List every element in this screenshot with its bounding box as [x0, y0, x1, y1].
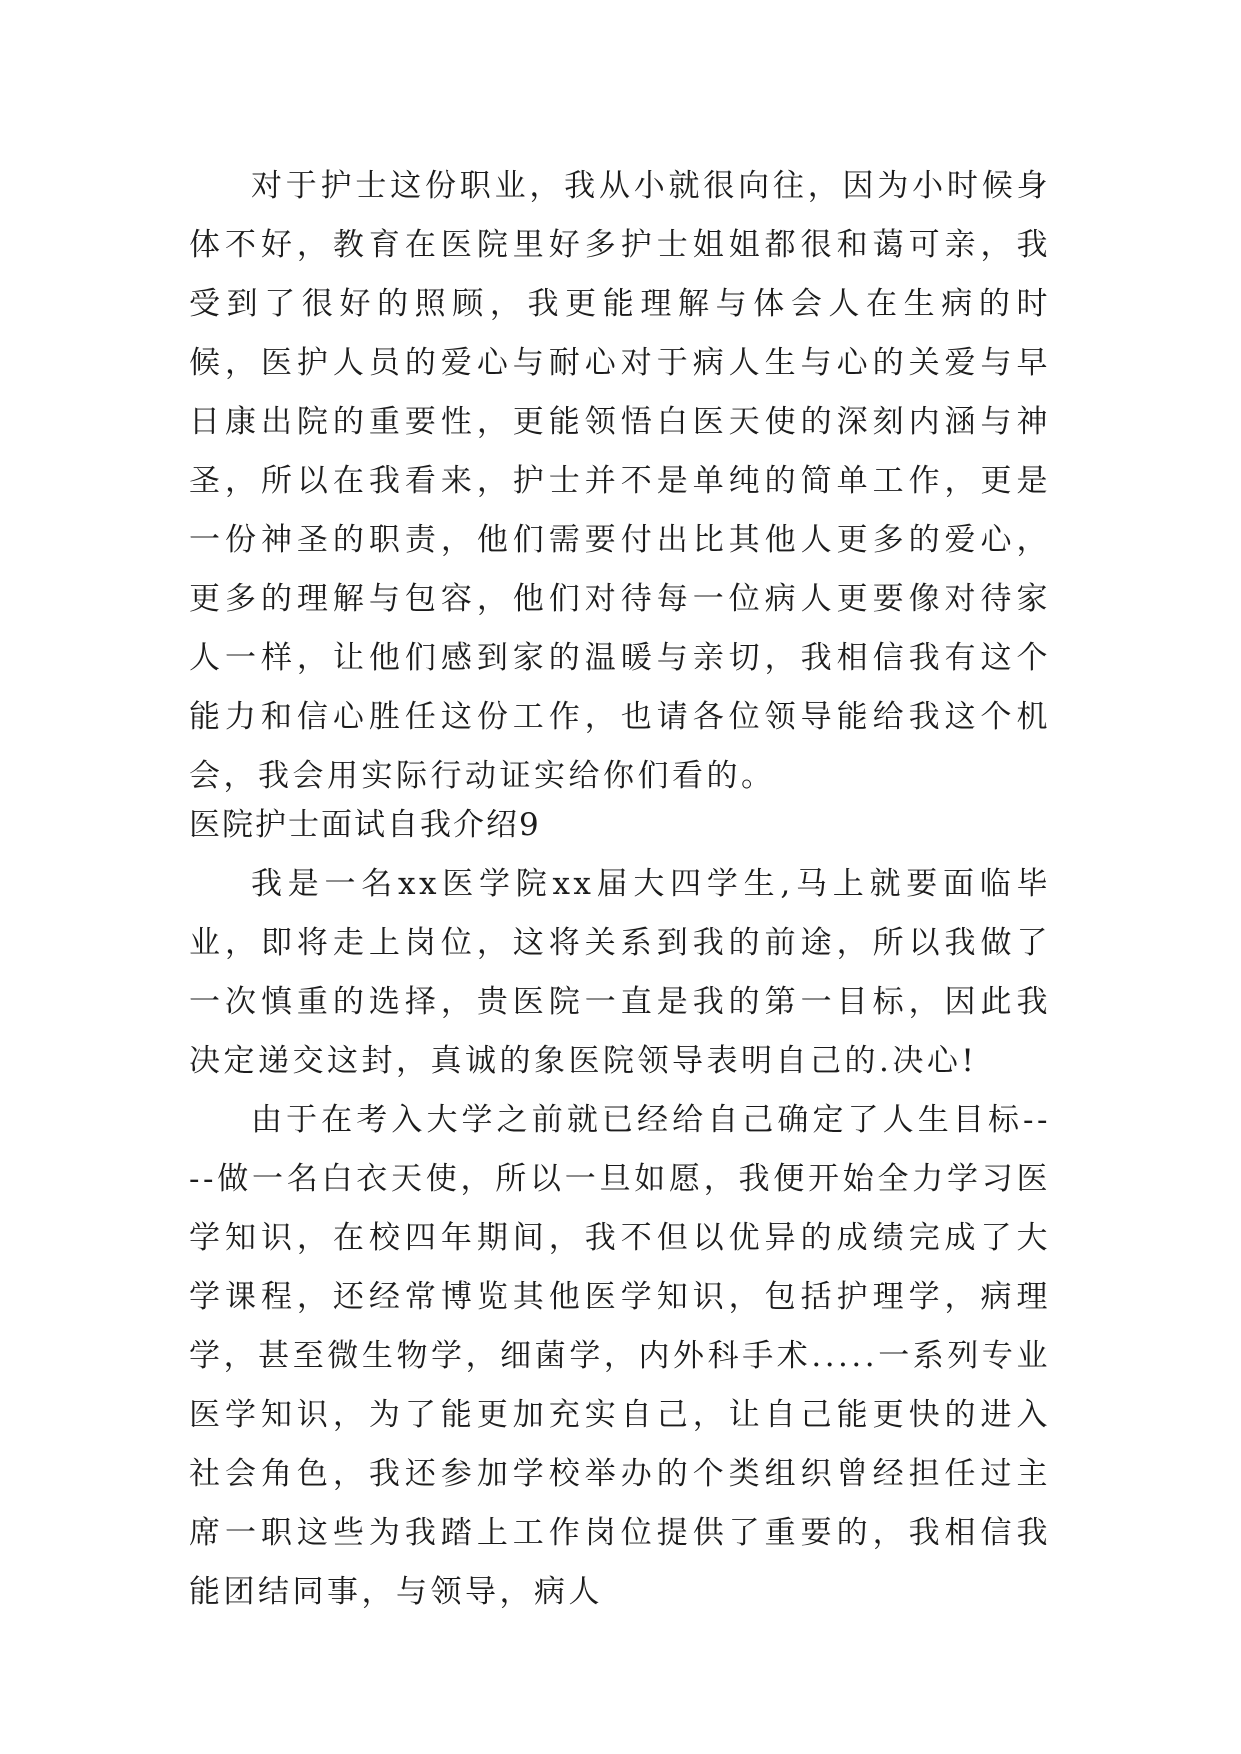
text-block-bottom	[189, 796, 1051, 1622]
paragraph-introduction: 我是一名xx医学院xx届大四学生,马上就要面临毕业，即将走上岗位，这将关系到我的前途，所以我做了一次慎重的选择，贵医院一直是我的第一目标，因此我决定递交这封，真诚的象医院领导表明自己的.决心!	[189, 866, 1051, 1079]
section-title: 医院护士面试自我介绍9	[189, 807, 541, 843]
text-block-top	[189, 157, 1051, 806]
paragraph-nurse-career: 对于护士这份职业，我从小就很向往，因为小时候身体不好，教育在医院里好多护士姐姐都很和蔼可亲，我受到了很好的照顾，我更能理解与体会人在生病的时候，医护人员的爱心与耐心对于病人生与心的关爱与早日康出院的重要性，更能领悟白医天使的深刻内涵与神圣，所以在我看来，护士并不是单纯的简单工作，更是一份神圣的职责，他们需要付出比其他人更多的爱心，更多的理解与包容，他们对待每一位病人更要像对待家人一样，让他们感到家的温暖与亲切，我相信我有这个能力和信心胜任这份工作，也请各位领导能给我这个机会，我会用实际行动证实给你们看的。	[189, 168, 1051, 794]
paragraph-study-experience: 由于在考入大学之前就已经给自己确定了人生目标----做一名白衣天使，所以一旦如愿，我便开始全力学习医学知识，在校四年期间，我不但以优异的成绩完成了大学课程，还经常博览其他医学知识，包括护理学，病理学，甚至微生物学，细菌学，内外科手术.....一系列专业医学知识，为了能更加充实自己，让自己能更快的进入社会角色，我还参加学校举办的个类组织曾经担任过主席一职这些为我踏上工作岗位提供了重要的，我相信我能团结同事，与领导，病人	[189, 1102, 1051, 1610]
